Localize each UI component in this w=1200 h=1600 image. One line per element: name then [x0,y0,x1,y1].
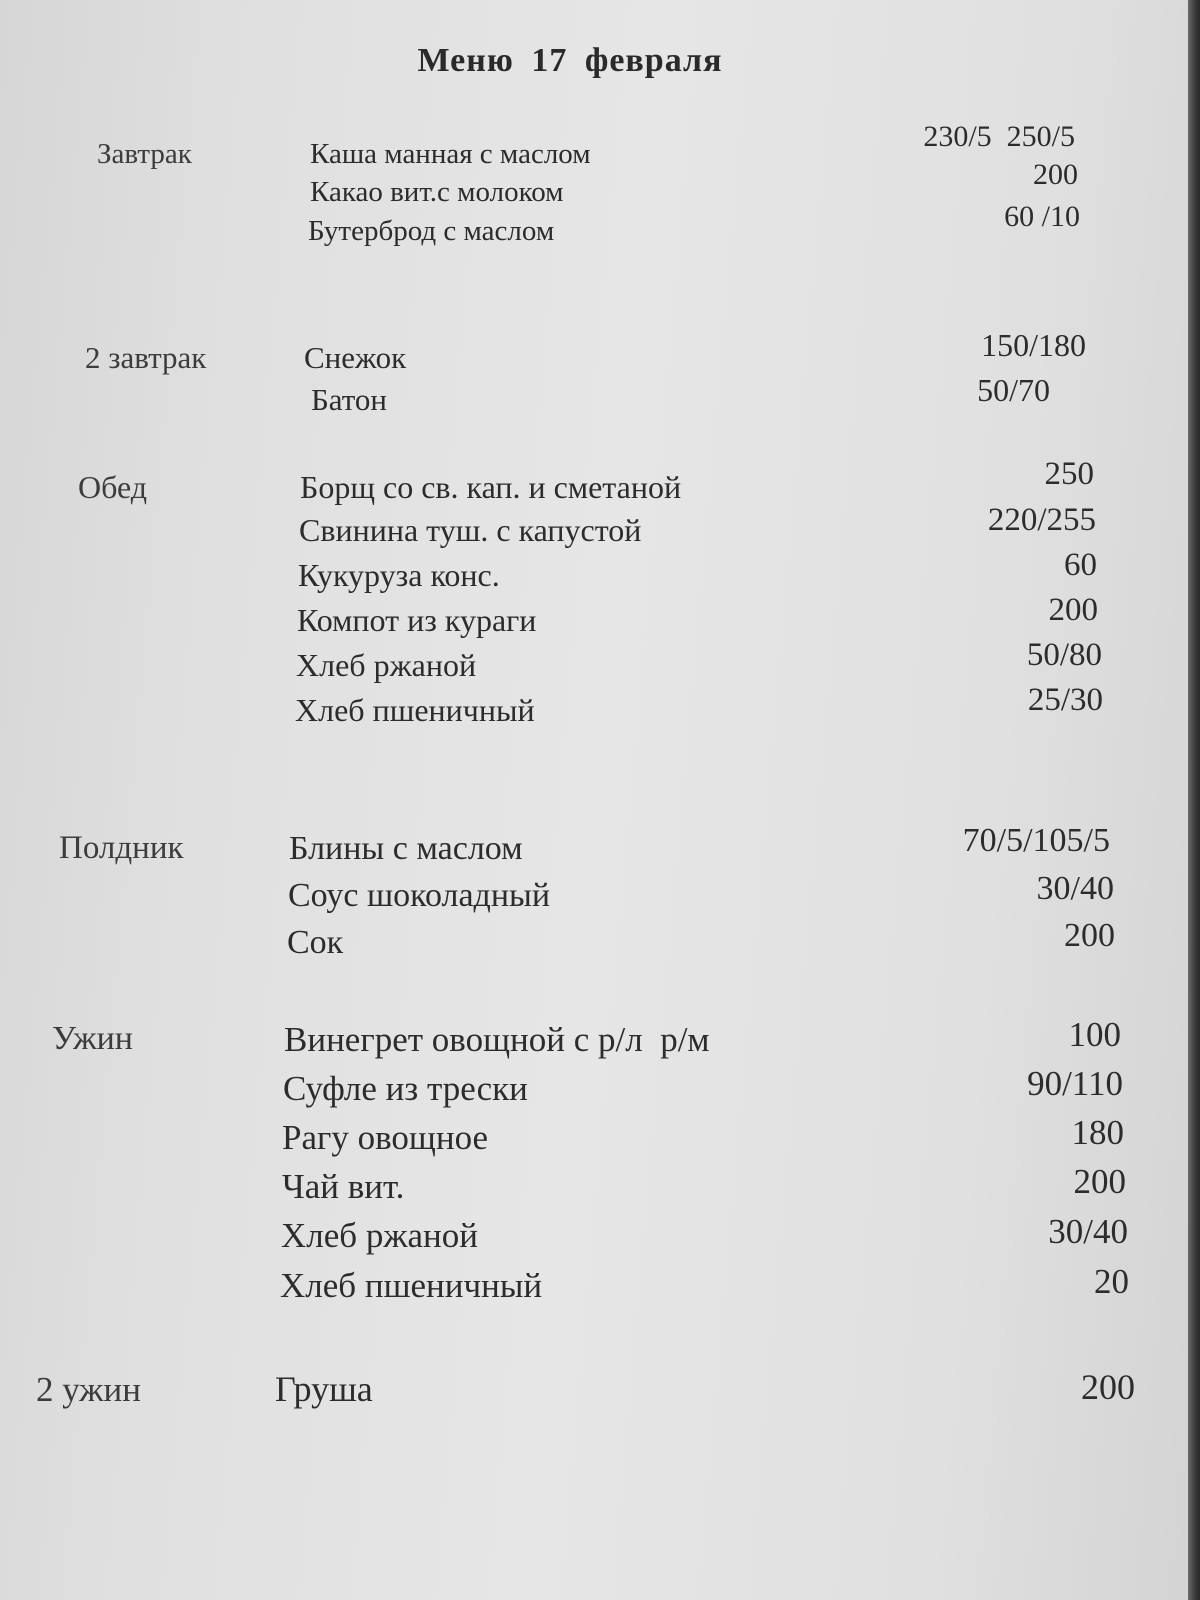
portion-breakfast-3: 60 /10 [1004,200,1080,233]
portion-breakfast-1: 230/5 250/5 [923,120,1075,153]
portion-lunch-6: 25/30 [1027,682,1103,718]
portion-dinner-3: 180 [1071,1113,1124,1152]
portion-lunch-4: 200 [1048,592,1098,628]
dish-lunch-6: Хлеб пшеничный [295,692,535,728]
portion-breakfast-2: 200 [1033,158,1078,191]
portion-afternoon-snack-1: 70/5/105/5 [962,822,1110,859]
portion-dinner-1: 100 [1068,1015,1121,1054]
meal-label-lunch: Обед [78,469,148,505]
dish-dinner-3: Рагу овощное [282,1118,489,1157]
dish-afternoon-snack-3: Сок [287,924,344,961]
dish-second-dinner-1: Груша [275,1369,373,1409]
dish-second-breakfast-1: Снежок [304,340,407,375]
portion-dinner-6: 20 [1094,1262,1129,1301]
portion-lunch-5: 50/80 [1026,637,1102,673]
dish-dinner-5: Хлеб ржаной [281,1216,479,1255]
dish-lunch-5: Хлеб ржаной [296,647,477,683]
portion-dinner-4: 200 [1073,1162,1126,1201]
portion-dinner-5: 30/40 [1048,1212,1128,1251]
portion-second-breakfast-2: 50/70 [977,372,1050,408]
dish-dinner-1: Винегрет овощной с р/л р/м [284,1020,710,1059]
page-edge-shadow [1188,0,1200,1600]
meal-label-second-breakfast: 2 завтрак [85,340,207,375]
meal-label-dinner: Ужин [52,1020,133,1057]
portion-afternoon-snack-3: 200 [1064,917,1115,954]
dish-lunch-1: Борщ со св. кап. и сметаной [300,469,682,505]
portion-dinner-2: 90/110 [1027,1064,1123,1103]
portion-second-breakfast-1: 150/180 [981,327,1086,363]
dish-afternoon-snack-1: Блины с маслом [289,830,523,867]
portion-second-dinner-1: 200 [1081,1367,1135,1407]
dish-lunch-4: Компот из кураги [297,602,537,638]
portion-lunch-2: 220/255 [987,502,1096,538]
dish-breakfast-1: Каша манная с маслом [310,138,591,170]
dish-lunch-3: Кукуруза конс. [298,557,500,593]
portion-lunch-3: 60 [1064,547,1097,583]
dish-dinner-2: Суфле из трески [283,1069,528,1108]
dish-lunch-2: Свинина туш. с капустой [299,512,642,548]
meal-label-breakfast: Завтрак [97,138,192,170]
portion-lunch-1: 250 [1044,456,1094,492]
dish-dinner-4: Чай вит. [282,1167,405,1206]
dish-dinner-6: Хлеб пшеничный [280,1266,543,1305]
dish-afternoon-snack-2: Соус шоколадный [288,877,551,914]
meal-label-second-dinner: 2 ужин [36,1370,141,1409]
dish-second-breakfast-2: Батон [311,382,387,417]
portion-afternoon-snack-2: 30/40 [1036,870,1114,907]
page-title: Меню 17 февраля [417,42,723,79]
dish-breakfast-2: Какао вит.с молоком [310,176,564,208]
meal-label-afternoon-snack: Полдник [59,830,184,866]
dish-breakfast-3: Бутерброд с маслом [308,215,555,247]
